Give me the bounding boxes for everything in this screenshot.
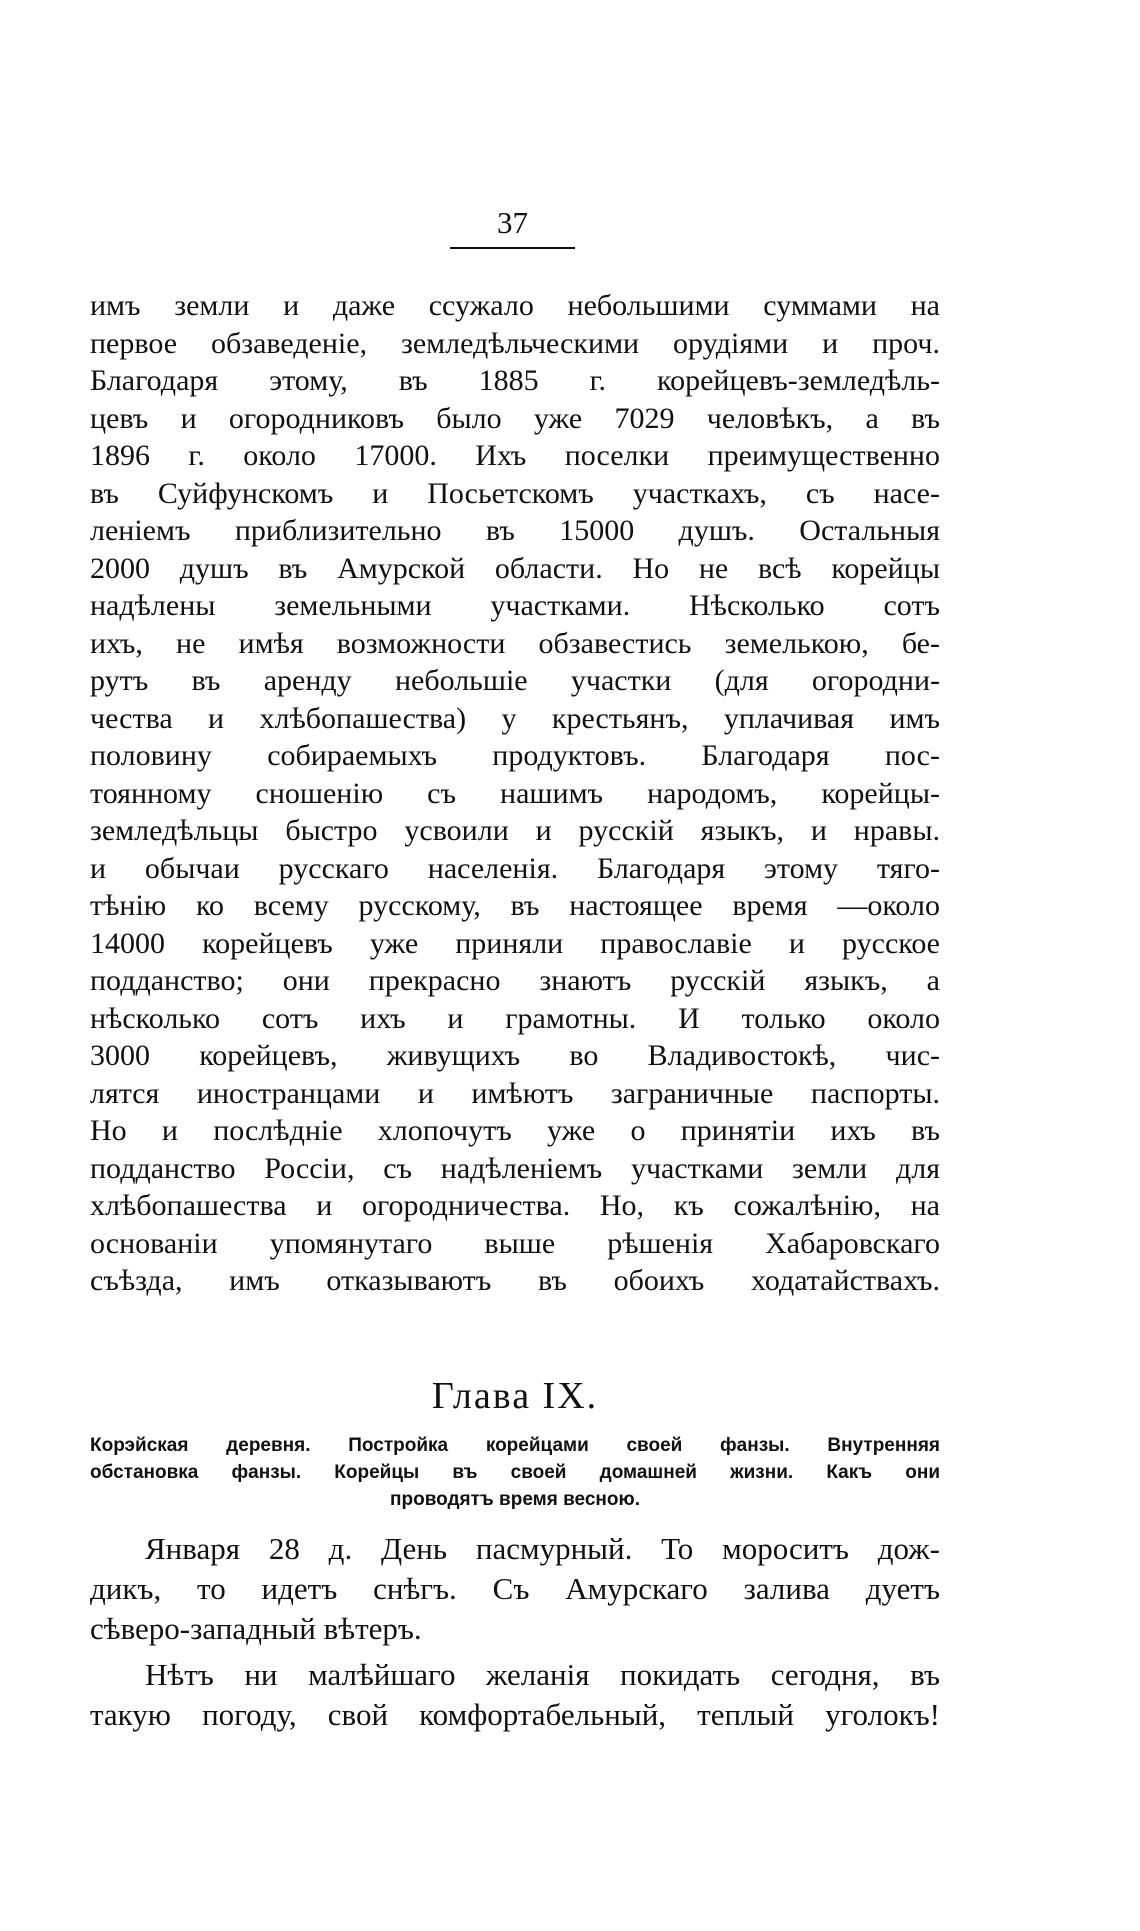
- body-line: 3000 корейцевъ, живущихъ во Владивостокѣ, чис-: [90, 1039, 940, 1072]
- body-line: первое обзаведеніе, земледѣльческими орудіями и проч.: [90, 326, 940, 360]
- body-line: 14000 корейцевъ уже приняли православіе и русское: [90, 926, 940, 960]
- body-line: и обычаи русскаго населенія. Благодаря этому тяго-: [90, 851, 940, 885]
- body-line: тоянному сношенію съ нашимъ народомъ, корейцы-: [90, 776, 940, 810]
- entry-line: Нѣтъ ни малѣйшаго желанія покидать сегодня, въ: [145, 1657, 940, 1692]
- body-line: имъ земли и даже ссужало небольшими суммами на: [90, 289, 940, 322]
- summary-line: обстановка фанзы. Корейцы въ своей домашней жизни. Какъ они: [90, 1462, 940, 1483]
- page-number-rule: [450, 247, 575, 249]
- entry-line: сѣверо-западный вѣтеръ.: [90, 1611, 422, 1646]
- body-line: хлѣбопашества и огородничества. Но, къ сожалѣнію, на: [90, 1189, 940, 1222]
- summary-line: проводятъ время весною.: [390, 1489, 640, 1510]
- body-line: лятся иностранцами и имѣютъ заграничные паспорты.: [90, 1076, 940, 1110]
- body-line: въ Суйфунскомъ и Посьетскомъ участкахъ, съ насе-: [90, 476, 940, 510]
- body-line: половину собираемыхъ продуктовъ. Благодаря пос-: [90, 739, 940, 772]
- body-line: подданство; они прекрасно знаютъ русскій языкъ, а: [90, 964, 940, 997]
- summary-line: Корэйская деревня. Постройка корейцами своей фанзы. Внутренняя: [90, 1435, 940, 1456]
- body-line: Но и послѣдніе хлопочутъ уже о принятіи ихъ въ: [90, 1114, 940, 1147]
- chapter-title: Глава IX.: [431, 1375, 599, 1417]
- body-line: Благодаря этому, въ 1885 г. корейцевъ-земледѣль-: [90, 364, 940, 397]
- body-text: [90, 287, 940, 1300]
- body-line: 1896 г. около 17000. Ихъ поселки преимущественно: [90, 439, 940, 472]
- body-line: ихъ, не имѣя возможности обзавестись земелькою, бе-: [90, 626, 940, 660]
- body-line: подданство Россіи, съ надѣленіемъ участками земли для: [90, 1151, 940, 1185]
- body-line: земледѣльцы быстро усвоили и русскій языкъ, и нравы.: [90, 814, 940, 847]
- body-line: надѣлены земельными участками. Нѣсколько сотъ: [90, 589, 940, 622]
- page-number: 37: [497, 205, 528, 240]
- body-line: тѣнію ко всему русскому, въ настоящее время —около: [90, 889, 940, 922]
- entry-line: дикъ, то идетъ снѣгъ. Съ Амурскаго залива дуетъ: [90, 1571, 940, 1606]
- body-line: леніемъ приблизительно въ 15000 душъ. Остальныя: [90, 514, 940, 547]
- body-line: нѣсколько сотъ ихъ и грамотны. И только около: [90, 1001, 940, 1035]
- body-line: 2000 душъ въ Амурской области. Но не всѣ корейцы: [90, 551, 940, 585]
- diary-entry: [90, 1655, 940, 1735]
- chapter-summary: [90, 1432, 940, 1513]
- body-line: рутъ въ аренду небольшіе участки (для огородни-: [90, 664, 940, 697]
- body-line: съѣзда, имъ отказываютъ въ обоихъ ходатайствахъ.: [90, 1264, 940, 1297]
- entry-line: такую погоду, свой комфортабельный, теплый уголокъ!: [90, 1697, 940, 1732]
- body-line: цевъ и огородниковъ было уже 7029 человѣкъ, а въ: [90, 401, 940, 435]
- body-line: основаніи упомянутаго выше рѣшенія Хабаровскаго: [90, 1226, 940, 1260]
- body-line: чества и хлѣбопашества) у крестьянъ, уплачивая имъ: [90, 701, 940, 735]
- diary-entry: [90, 1529, 940, 1649]
- entry-line: Января 28 д. День пасмурный. То мороситъ дож-: [145, 1531, 940, 1566]
